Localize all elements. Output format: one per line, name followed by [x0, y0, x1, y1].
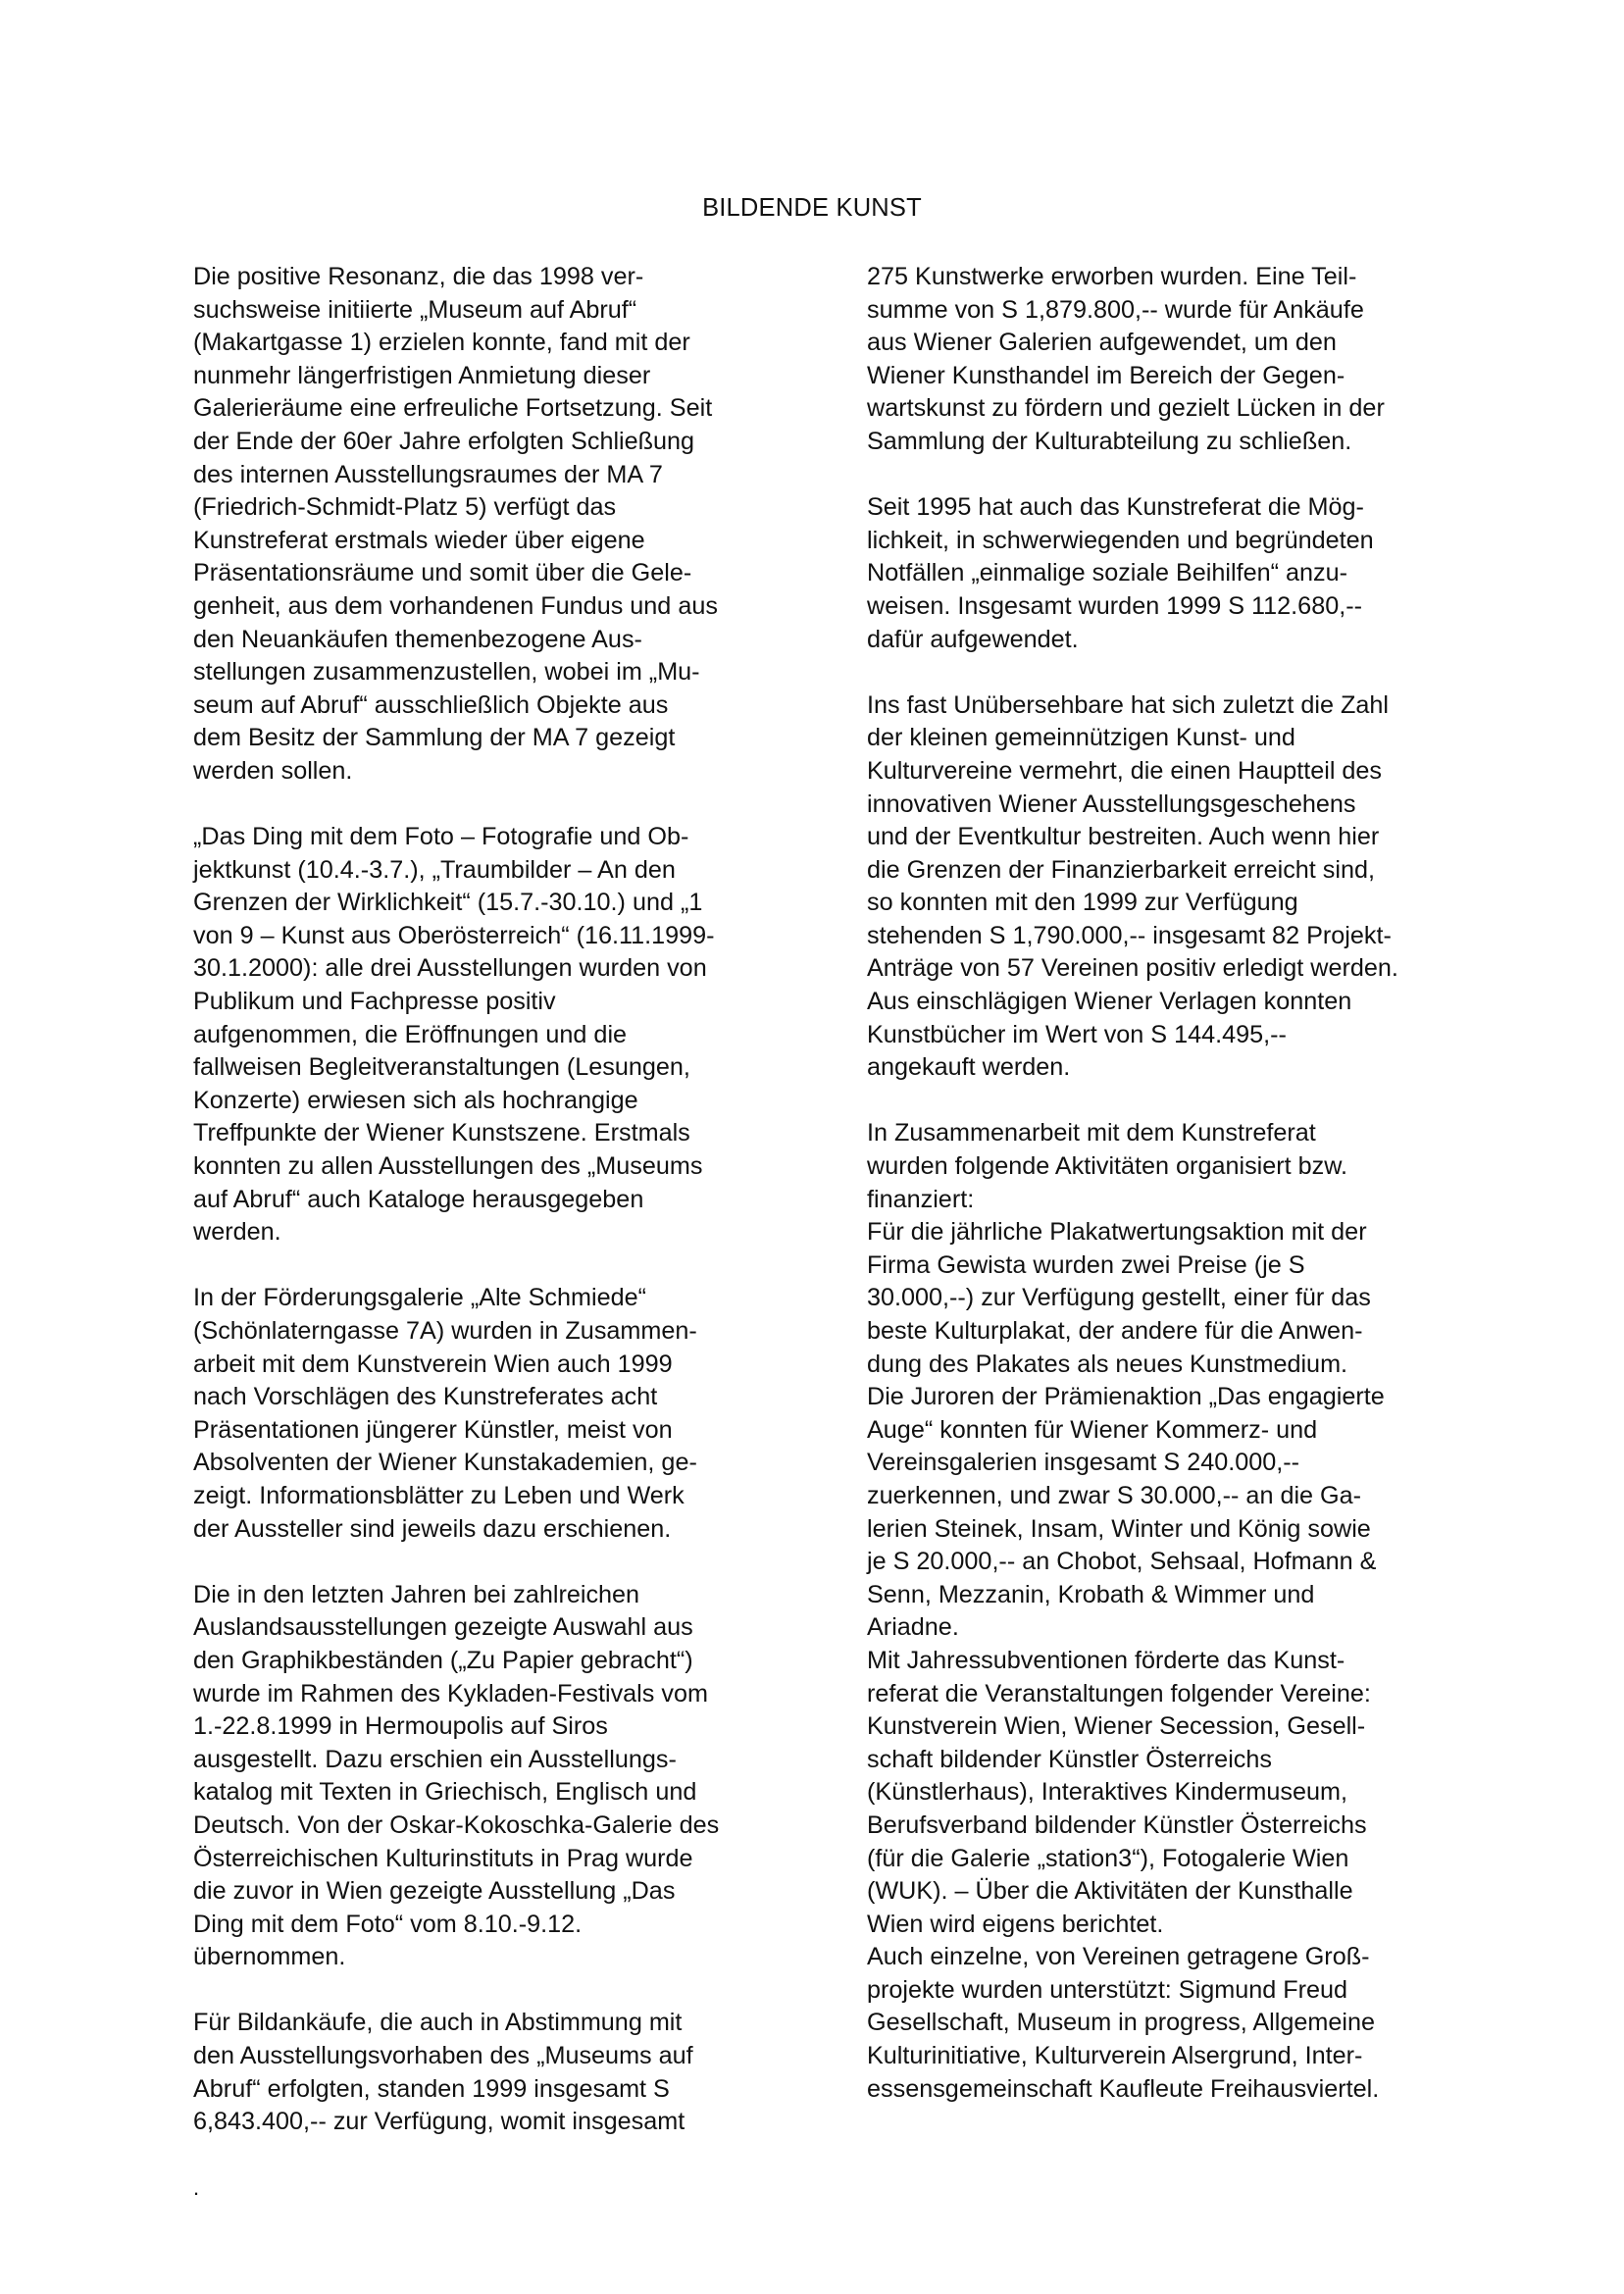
text-line: (für die Galerie „station3“), Fotogalerie Wien: [867, 1844, 1349, 1872]
text-line: auf Abruf“ auch Kataloge herausgegeben: [193, 1185, 644, 1213]
text-line: Ariadne.: [867, 1613, 959, 1642]
text-line: von 9 – Kunst aus Oberösterreich“ (16.11.1999-: [193, 921, 715, 949]
text-line: essensgemeinschaft Kaufleute Freihausviertel.: [867, 2074, 1380, 2103]
text-line: Firma Gewista wurden zwei Preise (je S: [867, 1250, 1305, 1279]
text-line: ausgestellt. Dazu erschien ein Ausstellungs-: [193, 1745, 677, 1773]
text-line: Grenzen der Wirklichkeit“ (15.7.-30.10.) und „1: [193, 889, 703, 917]
text-line: Anträge von 57 Vereinen positiv erledigt werden.: [867, 954, 1398, 983]
text-line: die zuvor in Wien gezeigte Ausstellung „Das: [193, 1877, 676, 1906]
text-line: stellungen zusammenzustellen, wobei im „Mu-: [193, 658, 700, 687]
text-line: beste Kulturplakat, der andere für die Anwen-: [867, 1317, 1363, 1345]
right-column: [867, 261, 1455, 2106]
text-line: Kulturvereine vermehrt, die einen Hauptteil des: [867, 756, 1383, 785]
text-line: Die Juroren der Prämienaktion „Das engagierte: [867, 1383, 1385, 1411]
text-line: Die positive Resonanz, die das 1998 ver-: [193, 263, 644, 290]
text-line: und der Eventkultur bestreiten. Auch wenn hier: [867, 823, 1380, 851]
text-line: Die in den letzten Jahren bei zahlreichen: [193, 1580, 640, 1608]
text-line: Ding mit dem Foto“ vom 8.10.-9.12.: [193, 1910, 583, 1938]
text-line: (WUK). – Über die Aktivitäten der Kunsthalle: [867, 1877, 1353, 1906]
text-line: katalog mit Texten in Griechisch, Englisch und: [193, 1778, 697, 1807]
text-line: Deutsch. Von der Oskar-Kokoschka-Galerie des: [193, 1810, 720, 1839]
paragraph: [867, 491, 1455, 656]
paragraph: [867, 261, 1455, 459]
text-line: übernommen.: [193, 1943, 346, 1971]
text-line: Für Bildankäufe, die auch in Abstimmung mit: [193, 2009, 683, 2037]
text-line: der kleinen gemeinnützigen Kunst- und: [867, 724, 1295, 752]
page-title: BILDENDE KUNST: [702, 194, 922, 222]
text-line: Absolventen der Wiener Kunstakademien, ge-: [193, 1449, 697, 1477]
text-line: genheit, aus dem vorhandenen Fundus und aus: [193, 591, 718, 620]
text-line: konnten zu allen Ausstellungen des „Museums: [193, 1152, 703, 1181]
text-line: zeigt. Informationsblätter zu Leben und Werk: [193, 1481, 685, 1509]
text-line: In der Förderungsgalerie „Alte Schmiede“: [193, 1284, 646, 1312]
text-line: (Schönlaterngasse 7A) wurden in Zusammen-: [193, 1317, 697, 1345]
text-line: Aus einschlägigen Wiener Verlagen konnten: [867, 988, 1352, 1016]
text-line: aus Wiener Galerien aufgewendet, um den: [867, 329, 1337, 357]
text-line: Vereinsgalerien insgesamt S 240.000,--: [867, 1449, 1300, 1477]
text-line: 275 Kunstwerke erworben wurden. Eine Teil-: [867, 263, 1357, 290]
paragraph: [193, 2007, 782, 2138]
text-line: Gesellschaft, Museum in progress, Allgemeine: [867, 2009, 1375, 2037]
text-line: Mit Jahressubventionen förderte das Kunst-: [867, 1646, 1345, 1674]
text-line: Präsentationsräume und somit über die Gele-: [193, 559, 692, 587]
text-line: (Friedrich-Schmidt-Platz 5) verfügt das: [193, 493, 617, 522]
text-line: den Neuankäufen themenbezogene Aus-: [193, 625, 642, 653]
paragraph: [867, 689, 1455, 1085]
text-line: Auch einzelne, von Vereinen getragene Groß-: [867, 1943, 1370, 1971]
text-line: der Aussteller sind jeweils dazu erschienen.: [193, 1514, 672, 1543]
text-line: Präsentationen jüngerer Künstler, meist von: [193, 1415, 673, 1444]
text-line: summe von S 1,879.800,-- wurde für Ankäufe: [867, 295, 1364, 324]
text-line: Kulturinitiative, Kulturverein Alsergrund, Inter-: [867, 2042, 1363, 2070]
text-line: schaft bildender Künstler Österreichs: [867, 1745, 1272, 1773]
text-line: arbeit mit dem Kunstverein Wien auch 1999: [193, 1350, 673, 1378]
text-line: Treffpunkte der Wiener Kunstszene. Erstmals: [193, 1119, 690, 1147]
text-line: des internen Ausstellungsraumes der MA 7: [193, 460, 663, 488]
text-line: Notfällen „einmalige soziale Beihilfen“ anzu-: [867, 559, 1348, 587]
text-line: (Künstlerhaus), Interaktives Kindermuseum,: [867, 1778, 1347, 1807]
text-line: 30.000,--) zur Verfügung gestellt, einer für das: [867, 1284, 1371, 1312]
text-line: stehenden S 1,790.000,-- insgesamt 82 Projekt-: [867, 921, 1392, 949]
text-line: weisen. Insgesamt wurden 1999 S 112.680,--: [867, 591, 1362, 620]
text-line: Auslandsausstellungen gezeigte Auswahl aus: [193, 1613, 693, 1642]
text-line: suchsweise initiierte „Museum auf Abruf“: [193, 295, 637, 324]
text-line: Berufsverband bildender Künstler Österreichs: [867, 1810, 1367, 1839]
text-line: lerien Steinek, Insam, Winter und König sowie: [867, 1514, 1371, 1543]
text-line: fallweisen Begleitveranstaltungen (Lesungen,: [193, 1053, 690, 1082]
text-line: Kunstverein Wien, Wiener Secession, Gesell-: [867, 1712, 1366, 1741]
text-line: wartskunst zu fördern und gezielt Lücken in der: [867, 394, 1385, 423]
text-line: Konzerte) erwiesen sich als hochrangige: [193, 1086, 638, 1114]
text-line: so konnten mit den 1999 zur Verfügung: [867, 889, 1298, 917]
text-line: (Makartgasse 1) erzielen konnte, fand mit der: [193, 329, 690, 357]
text-line: Galerieräume eine erfreuliche Fortsetzung. Seit: [193, 394, 713, 423]
text-line: Auge“ konnten für Wiener Kommerz- und: [867, 1415, 1318, 1444]
text-line: In Zusammenarbeit mit dem Kunstreferat: [867, 1119, 1316, 1147]
paragraph: [867, 1117, 1455, 2106]
text-line: werden.: [193, 1218, 281, 1247]
text-line: dem Besitz der Sammlung der MA 7 gezeigt: [193, 724, 676, 752]
text-line: Wien wird eigens berichtet.: [867, 1910, 1164, 1938]
text-line: der Ende der 60er Jahre erfolgten Schließung: [193, 427, 695, 455]
text-line: dung des Plakates als neues Kunstmedium.: [867, 1350, 1348, 1378]
left-column: [193, 261, 782, 2139]
text-line: den Graphikbeständen („Zu Papier gebracht“): [193, 1646, 693, 1674]
text-line: 6,843.400,-- zur Verfügung, womit insgesamt: [193, 2108, 685, 2136]
text-line: lichkeit, in schwerwiegenden und begründeten: [867, 526, 1374, 554]
text-line: nach Vorschlägen des Kunstreferates acht: [193, 1383, 658, 1411]
paragraph: [193, 261, 782, 789]
text-line: werden sollen.: [193, 756, 353, 785]
text-line: angekauft werden.: [867, 1053, 1071, 1082]
text-line: „Das Ding mit dem Foto – Fotografie und Ob-: [193, 823, 689, 851]
text-line: Kunstbücher im Wert von S 144.495,--: [867, 1020, 1287, 1048]
text-line: Kunstreferat erstmals wieder über eigene: [193, 526, 645, 554]
paragraph: [193, 1282, 782, 1546]
text-line: Ins fast Unübersehbare hat sich zuletzt die Zahl: [867, 690, 1390, 719]
text-line: dafür aufgewendet.: [867, 625, 1079, 653]
text-line: aufgenommen, die Eröffnungen und die: [193, 1020, 628, 1048]
text-line: Publikum und Fachpresse positiv: [193, 988, 556, 1016]
text-line: Senn, Mezzanin, Krobath & Wimmer und: [867, 1580, 1315, 1608]
text-line: die Grenzen der Finanzierbarkeit erreicht sind,: [867, 855, 1375, 884]
text-line: 1.-22.8.1999 in Hermoupolis auf Siros: [193, 1712, 608, 1741]
text-line: referat die Veranstaltungen folgender Vereine:: [867, 1679, 1371, 1708]
text-line: jektkunst (10.4.-3.7.), „Traumbilder – An den: [193, 855, 676, 884]
paragraph: [193, 1579, 782, 1974]
text-line: finanziert:: [867, 1185, 975, 1213]
text-line: den Ausstellungsvorhaben des „Museums auf: [193, 2042, 693, 2070]
text-line: Abruf“ erfolgten, standen 1999 insgesamt S: [193, 2074, 670, 2103]
text-line: 30.1.2000): alle drei Ausstellungen wurden von: [193, 954, 707, 983]
paragraph: [193, 821, 782, 1249]
text-line: Für die jährliche Plakatwertungsaktion mit der: [867, 1218, 1367, 1247]
text-line: Seit 1995 hat auch das Kunstreferat die Mög-: [867, 493, 1364, 522]
text-line: wurden folgende Aktivitäten organisiert bzw.: [867, 1152, 1348, 1181]
text-line: zuerkennen, und zwar S 30.000,-- an die Ga-: [867, 1481, 1362, 1509]
text-line: innovativen Wiener Ausstellungsgeschehens: [867, 790, 1356, 818]
text-line: nunmehr längerfristigen Anmietung dieser: [193, 361, 651, 389]
text-line: projekte wurden unterstützt: Sigmund Freud: [867, 1975, 1348, 2004]
text-line: seum auf Abruf“ ausschließlich Objekte aus: [193, 690, 669, 719]
text-line: Österreichischen Kulturinstituts in Prag wurde: [193, 1844, 693, 1872]
text-line: Sammlung der Kulturabteilung zu schließen.: [867, 427, 1352, 455]
text-line: Wiener Kunsthandel im Bereich der Gegen-: [867, 361, 1345, 389]
text-line: wurde im Rahmen des Kykladen-Festivals vom: [193, 1679, 708, 1708]
text-line: je S 20.000,-- an Chobot, Sehsaal, Hofmann &: [867, 1548, 1377, 1576]
footer-mark: .: [193, 2175, 200, 2200]
